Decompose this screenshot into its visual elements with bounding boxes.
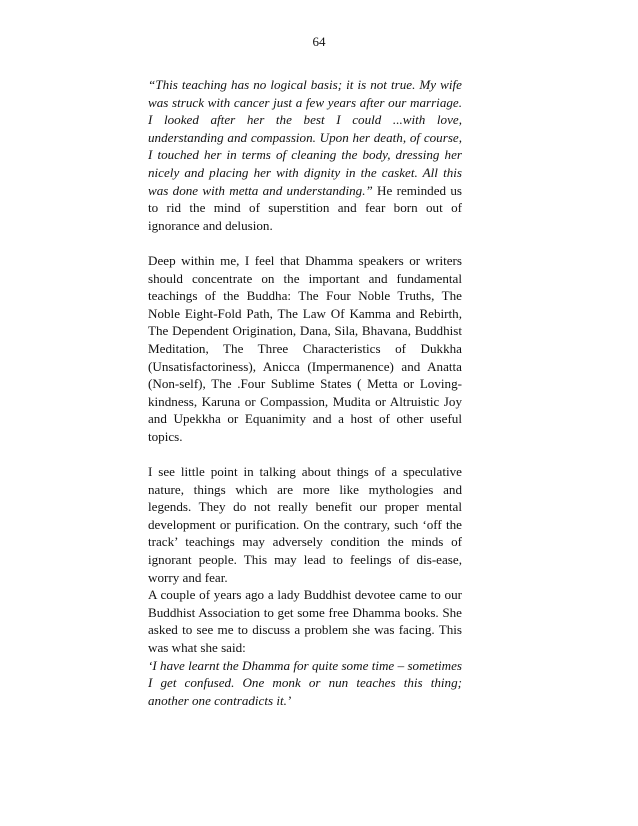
- page-number: 64: [312, 34, 326, 49]
- paragraph-lady-devotee: A couple of years ago a lady Buddhist devotee came to our Buddhist Association to get some free Dhamma books. She asked to see me to discuss a problem she was facing. This was what she said:: [148, 587, 462, 655]
- page-body: [148, 76, 462, 709]
- quote-followup-text: He reminded us to rid the mind of superstition and fear born out of ignorance and delusion.: [148, 182, 462, 233]
- paragraph-speculative-teachings: I see little point in talking about things of a speculative nature, things which are more like mythologies and legends. They do not really benefit our proper mental development or purification. On the contrary, such ‘off the track’ teachings may adversely condition the minds of ignorant people. This may lead to feelings of dis-ease, worry and fear.: [148, 464, 462, 585]
- paragraph-devotee-quote: ‘I have learnt the Dhamma for quite some time – sometimes I get confused. One monk or nun teaches this thing; another one contradicts it.’: [148, 657, 462, 708]
- quote-text: “This teaching has no logical basis; it is not true. My wife was struck with cancer just a few years after our marriage. I looked after her the best I could ...with love, understanding and compassion. Upon her death, of course, I touched her in terms of cleaning the body, dressing her nicely and placing her with dignity in the casket. All this was done with metta and understanding.”: [148, 77, 462, 198]
- paragraph-quote-wife: [148, 76, 462, 234]
- paragraph-dhamma-topics: Deep within me, I feel that Dhamma speakers or writers should concentrate on the important and fundamental teachings of the Buddha: The Four Noble Truths, The Noble Eight-Fold Path, The Law Of Kamma and Rebirth, The Dependent Origination, Dana, Sila, Bhavana, Buddhist Meditation, The Three Characteristics of Dukkha (Unsatisfactoriness), Anicca (Impermanence) and Anatta (Non-self), The .Four Sublime States ( Metta or Loving-kindness, Karuna or Compassion, Mudita or Altruistic Joy and Upekkha or Equanimity and a host of other useful topics.: [148, 252, 462, 444]
